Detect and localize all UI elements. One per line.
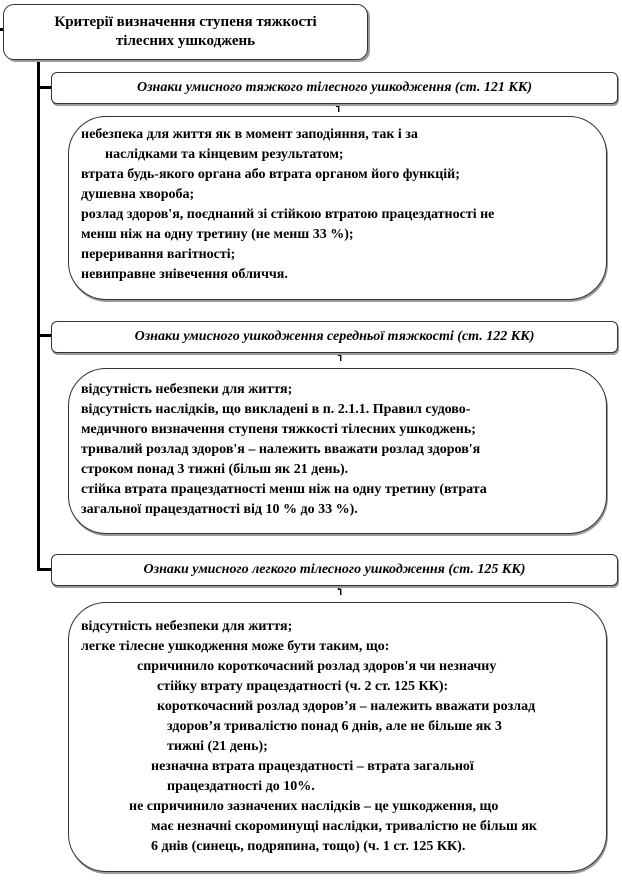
criterion-line: відсутність небезпеки для життя; (81, 382, 293, 397)
criterion-line: строком понад 3 тижні (більш як 21 день). (81, 462, 349, 477)
criterion-line: розлад здоров'я, поєднаний зі стійкою втратою працездатності не (81, 207, 495, 222)
section-content-moderate (68, 368, 607, 534)
section-heading-text: Ознаки умисного ушкодження середньої тяжкості (ст. 122 КК) (134, 329, 535, 344)
section-content-severe (68, 116, 607, 300)
criterion-line: має незначні скороминущі наслідки, тривалістю не більш як (151, 819, 537, 834)
criterion-line: легке тілесне ушкодження може бути таким, що: (81, 639, 390, 654)
criterion-line: загальної працездатності від 10 % до 33 %). (81, 502, 358, 517)
criterion-line: невиправне знівечення обличчя. (81, 267, 288, 282)
criterion-line: відсутність небезпеки для життя; (81, 619, 293, 634)
criterion-line: душевна хвороба; (81, 187, 195, 202)
criterion-line: короткочасний розлад здоров’я – належить вважати розлад (157, 699, 536, 714)
section-heading-light (51, 554, 618, 586)
criterion-line: тривалий розлад здоров'я – належить вважати розлад здоров'я (81, 442, 481, 457)
section-content-light (68, 602, 607, 872)
criterion-line: незначна втрата працездатності – втрата загальної (151, 759, 474, 774)
connector-branch-1 (37, 86, 52, 89)
section-heading-text: Ознаки умисного легкого тілесного ушкодження (ст. 125 КК) (143, 562, 526, 577)
criterion-line: не спричинило зазначених наслідків – це ушкодження, що (129, 799, 499, 814)
connector-branch-2 (37, 334, 52, 337)
section-heading-severe (51, 72, 618, 104)
criterion-line: наслідками та кінцевим результатом; (105, 147, 344, 162)
criterion-line: 6 днів (синець, подряпина, тощо) (ч. 1 ст. 125 КК). (151, 839, 466, 854)
criterion-line: небезпека для життя як в момент заподіяння, так і за (81, 127, 418, 142)
root-title: Критерії визначення ступеня тяжкості тілесних ушкоджень (54, 14, 317, 49)
criterion-line: переривання вагітності; (81, 247, 236, 262)
criterion-line: менш ніж на одну третину (не менш 33 %); (81, 227, 354, 242)
criterion-line: втрата будь-якого органа або втрата органом його функцій; (81, 167, 460, 182)
section-heading-text: Ознаки умисного тяжкого тілесного ушкодження (ст. 121 КК) (136, 80, 532, 95)
connector-branch-3 (37, 568, 52, 571)
criterion-line: спричинило короткочасний розлад здоров'я чи незначну (137, 659, 497, 674)
section-heading-moderate (51, 321, 618, 353)
criterion-line: тижні (21 день); (167, 739, 268, 754)
zigzag-connector-3 (335, 585, 345, 595)
root-node (3, 4, 368, 60)
criterion-line: стійка втрата працездатності менш ніж на одну третину (втрата (81, 482, 487, 497)
criterion-line: відсутність наслідків, що викладені в п. 2.1.1. Правил судово- (81, 402, 471, 417)
criterion-line: здоров’я тривалістю понад 6 днів, але не більше як 3 (167, 719, 502, 734)
main-connector-vertical (37, 58, 40, 570)
criterion-line: працездатності до 10%. (167, 779, 315, 794)
criterion-line: стійку втрату працездатності (ч. 2 ст. 125 КК): (157, 679, 449, 694)
criterion-line: медичного визначення ступеня тяжкості тілесних ушкоджень; (81, 422, 476, 437)
